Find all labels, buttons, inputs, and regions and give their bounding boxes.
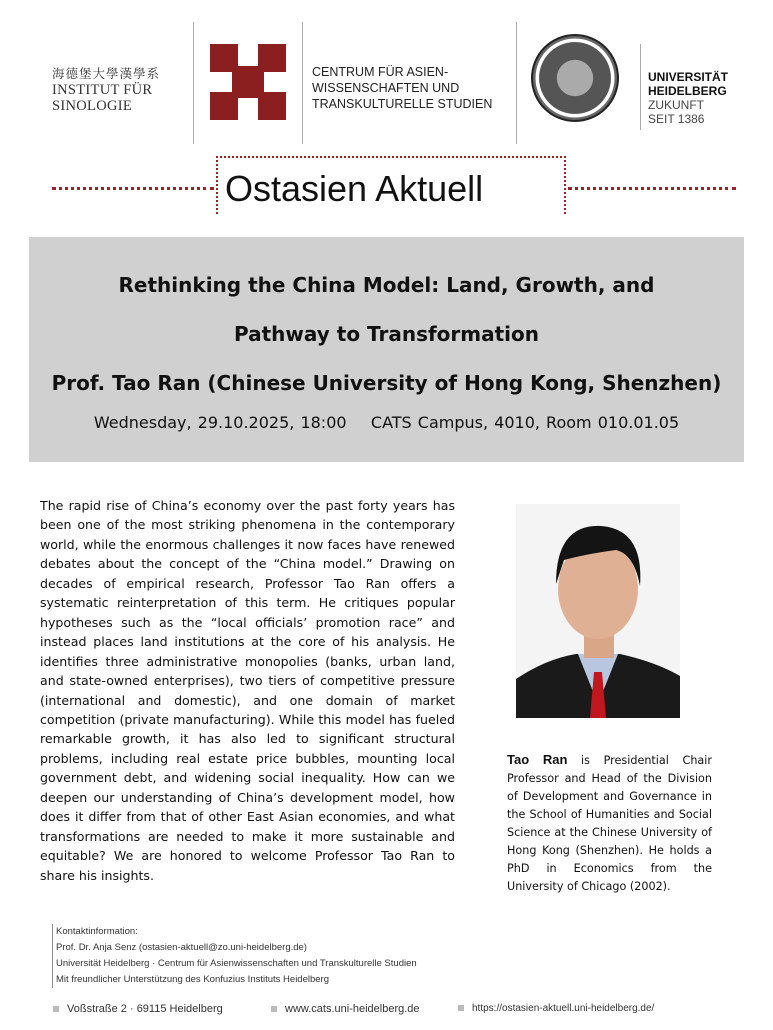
event-abstract: The rapid rise of China’s economy over the past forty years has been one of the most striking phenomena in the contemporary world, while the enormous challenges it now faces have renewed debates about the concept of the “China model.” Drawing on decades of empirical research, Professor Tao Ran offers a systematic reinterpretation of this term. He critiques popular hypotheses such as the “local officials’ promotion race” and instead places land institutions at the core of his analysis. He identifies three administrative monopolies (banks, urban land, and state-owned enterprises), two tiers of competitive pressure (international and domestic), and one domain of market competition (private manufacturing). While this model has fueled remarkable growth, it has also led to significant structural problems, including real estate price bubbles, mounting local government debt, and widening social inequality. How can we deepen our understanding of China’s development model, how does it differ from that of other East Asian economies, and what transformations are needed to make it more sustainable and equitable? We are honored to welcome Professor Tao Ran to share his insights. [40,498,455,883]
footer-url[interactable] [458,1003,654,1014]
event-location: CATS Campus, 4010, Room 010.01.05 [370,413,680,432]
event-title-line1: Rethinking the China Model: Land, Growth, and [118,273,655,297]
contact-institution: Universität Heidelberg · Centrum für Asienwissenschaften und Transkulturelle Studien [56,958,417,969]
contact-support: Mit freundlicher Unterstützung des Konfuzius Instituts Heidelberg [56,974,329,985]
sinology-chinese-name: 海德堡大學漢學系 [52,67,161,81]
url-link[interactable]: https://ostasien-aktuell.uni-heidelberg.de/ [472,1003,655,1014]
cats-line1: CENTRUM FÜR ASIEN- [312,65,449,79]
contact-person[interactable]: Prof. Dr. Anja Senz (ostasien-aktuell@zo.uni-heidelberg.de) [56,942,307,953]
event-title-line2: Pathway to Transformation [233,322,540,346]
divider [640,44,641,130]
contact-info [52,924,417,988]
event-speaker: Prof. Tao Ran (Chinese University of Hong Kong, Shenzhen) [51,371,722,395]
footer-address [53,1003,223,1015]
website-link[interactable]: www.cats.uni-heidelberg.de [285,1003,420,1015]
institut-sinologie-logo [52,66,160,114]
speaker-photo [516,504,680,718]
cats-line3: TRANSKULTURELLE STUDIEN [312,97,493,111]
divider [193,22,194,144]
uni-line4: SEIT 1386 [648,112,705,126]
divider [302,22,303,144]
bio-text: is Presidential Chair Professor and Head of the Division of Development and Governance in the School of Humanities and Social Science at the Chinese University of Hong Kong (Shenzhen). He holds a PhD in Economics from the University of Chicago (2002). [507,754,712,893]
uni-line2: HEIDELBERG [648,84,727,98]
cats-line2: WISSENSCHAFTEN UND [312,81,460,95]
heidelberg-university-logo [648,70,728,126]
address-text: Voßstraße 2 · 69115 Heidelberg [67,1003,223,1015]
bio-name: Tao Ran [507,752,568,767]
event-datetime: Wednesday, 29.10.2025, 18:00 [93,413,347,432]
uni-line3: ZUKUNFT [648,98,704,112]
dotted-rule-right [568,187,736,190]
divider [516,22,517,144]
uni-line1: UNIVERSITÄT [648,70,729,84]
sinology-line2: SINOLOGIE [52,98,133,114]
bullet-icon [271,1006,277,1012]
bullet-icon [458,1005,464,1011]
footer-website[interactable] [271,1003,420,1015]
dotted-rule-left [52,187,214,190]
cats-name [312,64,492,112]
cats-logo-icon [210,44,286,120]
sinology-line1: INSTITUT FÜR [52,82,153,98]
contact-label: Kontaktinformation: [56,926,138,937]
bullet-icon [53,1006,59,1012]
university-seal-icon [531,34,619,122]
speaker-bio [507,751,712,896]
event-info [29,413,744,432]
series-title: Ostasien Aktuell [225,168,484,209]
